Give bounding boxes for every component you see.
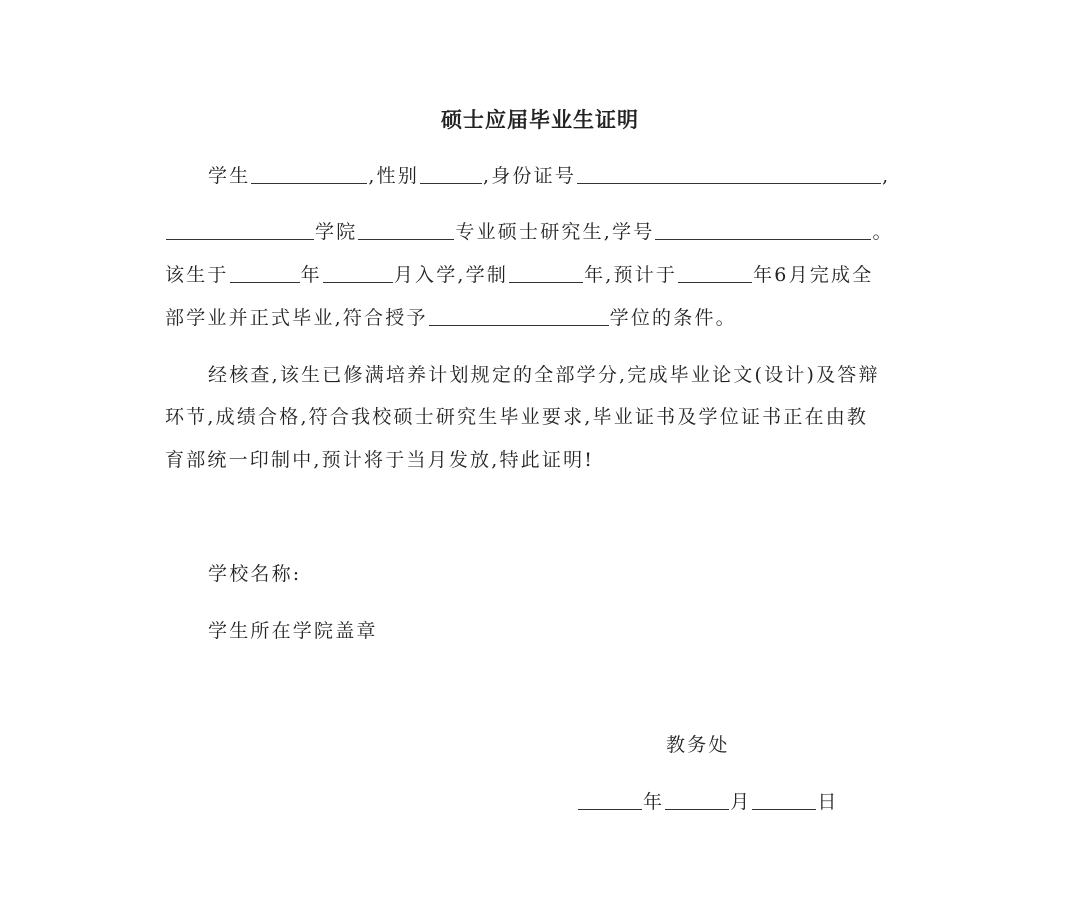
degree-prefix: 部学业并正式毕业,符合授予 [165, 307, 428, 329]
line1-end-punct: , [882, 165, 891, 187]
enroll-year-blank[interactable] [230, 262, 300, 283]
college-label: 学院 [315, 221, 358, 243]
major-blank[interactable] [358, 219, 454, 240]
enrollment-line [165, 261, 873, 289]
verification-line-3: 育部统一印制中,预计将于当月发放,特此证明! [165, 449, 595, 471]
verification-line-1: 经核查,该生已修满培养计划规定的全部学分,完成毕业论文(设计)及答辩 [208, 364, 880, 386]
finish-year-label: 年6月完成全 [753, 264, 874, 286]
college-blank[interactable] [166, 219, 314, 240]
enroll-month-blank[interactable] [323, 262, 393, 283]
gender-label: ,性别 [368, 165, 420, 187]
student-info-line [208, 162, 890, 190]
student-id-blank[interactable] [655, 219, 871, 240]
date-year-label: 年 [643, 791, 665, 813]
id-number-label: ,身份证号 [483, 165, 577, 187]
college-info-line [165, 218, 894, 246]
program-year-label: 年,预计于 [584, 264, 678, 286]
enroll-month-label: 月入学,学制 [393, 264, 509, 286]
line2-end-punct: 。 [872, 221, 894, 243]
degree-line [165, 304, 737, 332]
date-year-blank[interactable] [578, 789, 642, 810]
enroll-year-label: 年 [300, 264, 322, 286]
college-seal-label: 学生所在学院盖章 [208, 620, 378, 642]
student-label: 学生 [208, 165, 251, 187]
degree-blank[interactable] [429, 305, 609, 326]
enroll-prefix: 该生于 [165, 264, 229, 286]
finish-year-blank[interactable] [678, 262, 752, 283]
student-name-blank[interactable] [251, 163, 367, 184]
date-month-blank[interactable] [665, 789, 729, 810]
degree-suffix: 学位的条件。 [609, 307, 737, 329]
date-day-blank[interactable] [752, 789, 816, 810]
date-line [577, 788, 839, 816]
verification-line-2: 环节,成绩合格,符合我校硕士研究生毕业要求,毕业证书及学位证书正在由教 [165, 406, 869, 428]
school-name-label: 学校名称: [208, 563, 302, 585]
academic-office-label: 教务处 [666, 734, 730, 756]
id-number-blank[interactable] [577, 163, 881, 184]
date-day-label: 日 [817, 791, 839, 813]
major-label: 专业硕士研究生,学号 [455, 221, 655, 243]
program-length-blank[interactable] [509, 262, 583, 283]
gender-blank[interactable] [420, 163, 482, 184]
document-title: 硕士应届毕业生证明 [441, 107, 639, 132]
date-month-label: 月 [730, 791, 752, 813]
